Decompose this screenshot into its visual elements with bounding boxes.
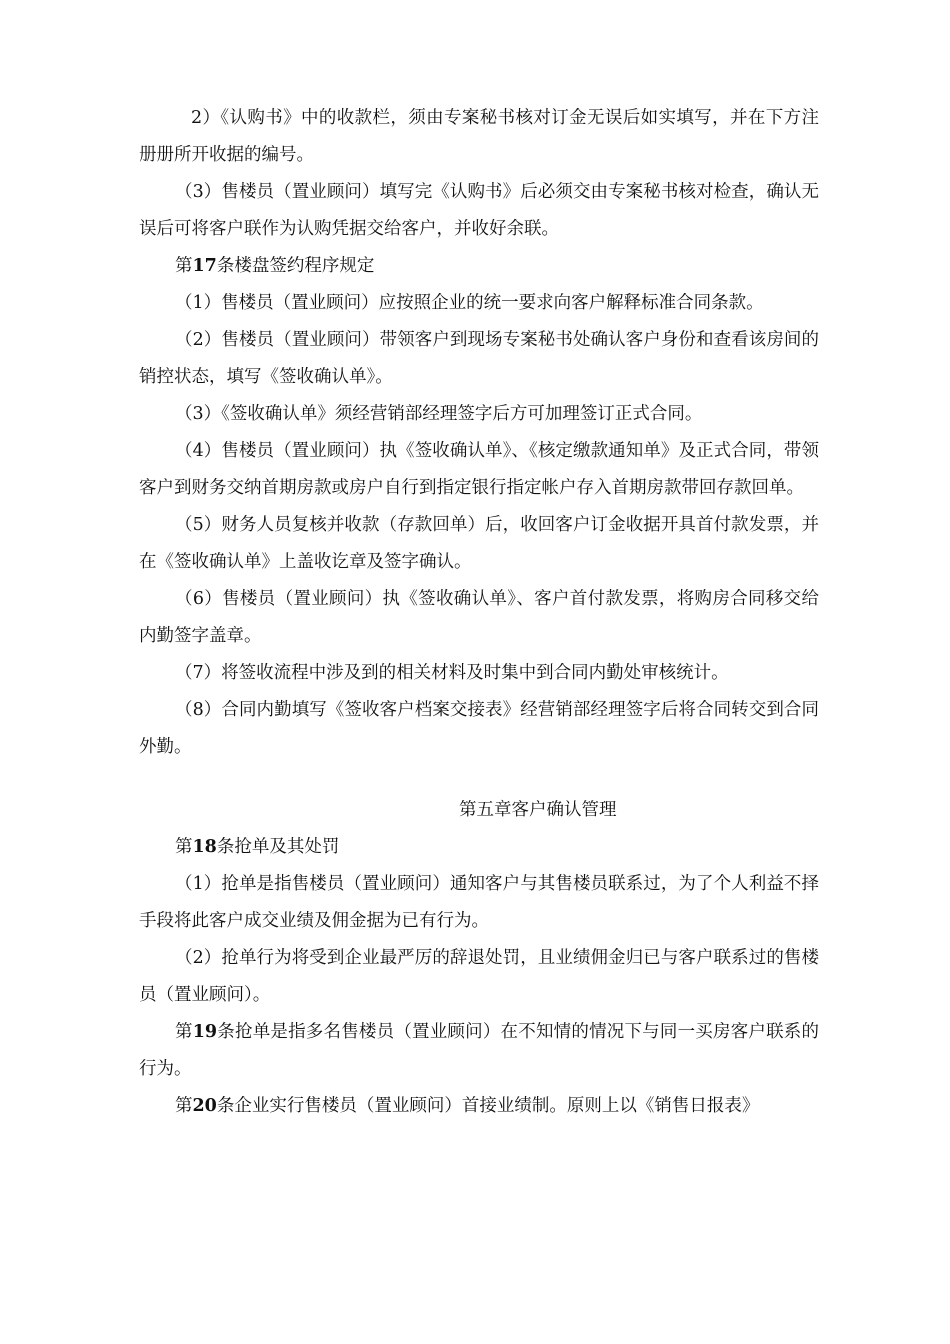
- paragraph-18-1: （1）抢单是指售楼员（置业顾问）通知客户与其售楼员联系过，为了个人利益不择手段将此客户成交业绩及佣金据为已有行为。: [139, 874, 819, 931]
- paragraph-17-7: （7）将签收流程中涉及到的相关材料及时集中到合同内勤处审核统计。: [175, 663, 729, 683]
- paragraph-17-8: （8）合同内勤填写《签收客户档案交接表》经营销部经理签字后将合同转交到合同外勤。: [139, 700, 819, 757]
- paragraph-17-6: （6）售楼员（置业顾问）执《签收确认单》、客户首付款发票，将购房合同移交给内勤签字盖章。: [139, 589, 819, 646]
- paragraph-17-1: （1）售楼员（置业顾问）应按照企业的统一要求向客户解释标准合同条款。: [175, 293, 764, 313]
- document-page: [139, 100, 819, 1125]
- paragraph-17-4: （4）售楼员（置业顾问）执《签收确认单》、《核定缴款通知单》及正式合同，带领客户到财务交纳首期房款或房户自行到指定银行指定帐户存入首期房款带回存款回单。: [139, 441, 819, 498]
- chapter-title: 第五章客户确认管理: [459, 800, 617, 820]
- article-18-heading: 第18条抢单及其处罚: [175, 837, 340, 857]
- paragraph-17-3: （3）《签收确认单》须经营销部经理签字后方可加理签订正式合同。: [175, 404, 703, 424]
- paragraph-17-5: （5）财务人员复核并收款（存款回单）后，收回客户订金收据开具首付款发票，并在《签收确认单》上盖收讫章及签字确认。: [139, 515, 819, 572]
- paragraph-17-2: （2）售楼员（置业顾问）带领客户到现场专案秘书处确认客户身份和查看该房间的销控状态，填写《签收确认单》。: [139, 330, 819, 387]
- article-19: 第19条抢单是指多名售楼员（置业顾问）在不知情的情况下与同一买房客户联系的行为。: [139, 1022, 820, 1079]
- paragraph-subscription-check: （3）售楼员（置业顾问）填写完《认购书》后必须交由专案秘书核对检查，确认无误后可将客户联作为认购凭据交给客户，并收好余联。: [139, 182, 819, 239]
- paragraph-18-2: （2）抢单行为将受到企业最严厉的辞退处罚，且业绩佣金归已与客户联系过的售楼员（置业顾问）。: [139, 948, 819, 1005]
- article-17-heading: 第17条楼盘签约程序规定: [175, 256, 375, 276]
- paragraph-receipt-column: 2）《认购书》中的收款栏，须由专案秘书核对订金无误后如实填写，并在下方注册册所开收据的编号。: [139, 108, 819, 165]
- article-20: 第20条企业实行售楼员（置业顾问）首接业绩制。原则上以《销售日报表》: [175, 1096, 760, 1116]
